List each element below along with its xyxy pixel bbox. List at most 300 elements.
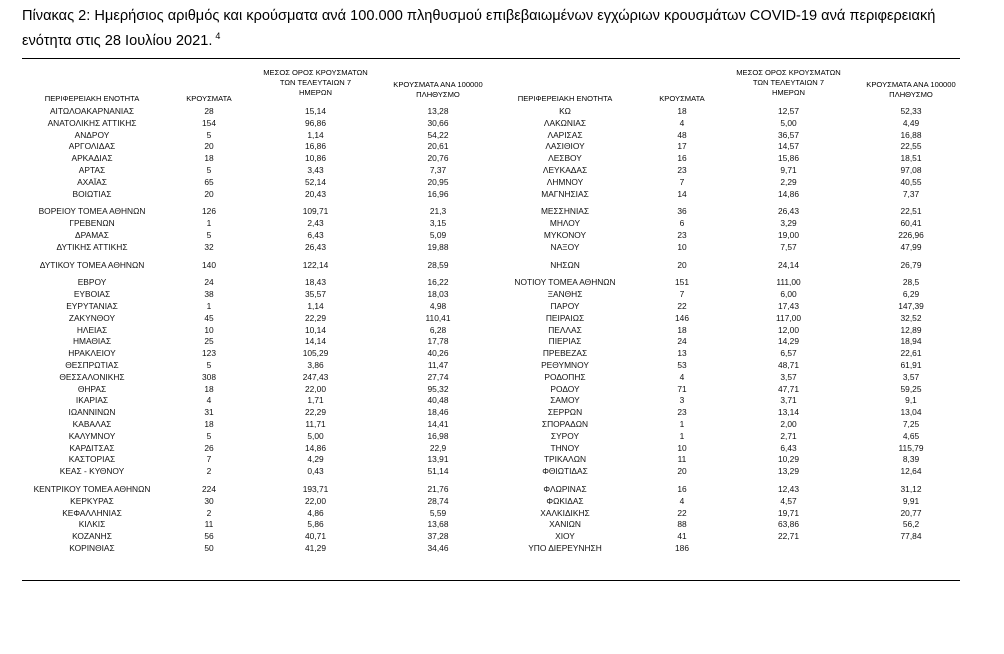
cell-cases: 41 [677, 531, 687, 542]
cell-seven-day-average: 6,57 [780, 348, 797, 359]
cell-cases: 123 [202, 348, 216, 359]
header-avg-line3: ΗΜΕΡΩΝ [771, 88, 806, 97]
cell-seven-day-average: 1,14 [307, 300, 324, 311]
cell-seven-day-average: 47,71 [778, 383, 799, 394]
cell-region-name: ΚΑΡΔΙΤΣΑΣ [69, 442, 115, 453]
header-avg-line1: ΜΕΣΟΣ ΟΡΟΣ ΚΡΟΥΣΜΑΤΩΝ [263, 68, 368, 77]
cell-cases-per-100000: 13,91 [427, 454, 449, 465]
cell-region-name: ΧΑΛΚΙΔΙΚΗΣ [540, 507, 590, 518]
cell-cases-per-100000: 4,98 [429, 300, 447, 311]
cell-cases-per-100000: 28,5 [902, 277, 920, 288]
cell-cases-per-100000: 16,96 [427, 188, 449, 199]
cell-cases: 13 [677, 348, 687, 359]
cell-region-name: ΤΗΝΟΥ [550, 442, 580, 453]
cell-seven-day-average: 11,71 [305, 418, 326, 429]
cell-cases-per-100000: 5,59 [429, 507, 447, 518]
cell-cases: 48 [677, 129, 687, 140]
cell-region-name: ΡΟΔΟΠΗΣ [544, 371, 586, 382]
cell-cases: 20 [677, 259, 687, 270]
cell-seven-day-average: 22,29 [305, 407, 326, 418]
cell-cases: 18 [677, 106, 687, 116]
cell-cases-per-100000: 40,55 [900, 176, 922, 187]
cell-region-name: ΑΡΤΑΣ [78, 164, 106, 175]
cell-seven-day-average: 247,43 [302, 371, 329, 382]
cell-cases: 53 [677, 359, 687, 370]
cell-cases: 10 [677, 241, 687, 252]
cell-cases: 1 [679, 418, 685, 429]
cell-cases-per-100000: 115,79 [898, 442, 924, 453]
cell-cases-per-100000: 5,09 [429, 229, 447, 240]
cell-region-name: ΛΑΡΙΣΑΣ [547, 129, 583, 140]
cell-region-name: ΛΕΥΚΑΔΑΣ [542, 164, 588, 175]
cell-seven-day-average: 15,86 [778, 153, 799, 164]
cell-cases: 20 [204, 188, 214, 199]
cell-region-name: ΦΘΙΩΤΙΔΑΣ [542, 466, 588, 477]
cell-cases: 5 [206, 129, 212, 140]
cell-region-name: ΛΑΣΙΘΙΟΥ [545, 141, 585, 152]
cell-region-name: ΚΙΛΚΙΣ [78, 519, 106, 530]
cell-cases-per-100000: 8,39 [902, 454, 920, 465]
header-cases: ΚΡΟΥΣΜΑΤΑ [186, 94, 232, 103]
cell-region-name: ΛΕΣΒΟΥ [548, 153, 582, 164]
cell-cases-per-100000: 16,22 [427, 277, 449, 288]
cell-seven-day-average: 48,71 [778, 359, 799, 370]
cell-cases: 28 [204, 106, 214, 116]
cell-cases: 16 [677, 483, 687, 494]
cell-seven-day-average: 2,00 [780, 418, 797, 429]
cell-region-name: ΔΥΤΙΚΟΥ ΤΟΜΕΑ ΑΘΗΝΩΝ [39, 259, 145, 270]
cell-cases-per-100000: 16,88 [900, 129, 922, 140]
cell-region-name: ΓΡΕΒΕΝΩΝ [69, 218, 115, 229]
cell-seven-day-average: 96,86 [305, 117, 326, 128]
cell-cases-per-100000: 60,41 [900, 218, 922, 229]
cell-cases: 1 [679, 430, 685, 441]
cell-cases-per-100000: 13,28 [427, 106, 449, 116]
cell-region-name: ΚΟΡΙΝΘΙΑΣ [69, 542, 115, 553]
cell-region-name: ΑΧΑΪΑΣ [77, 176, 107, 187]
cell-cases-per-100000: 20,76 [427, 153, 449, 164]
cell-cases: 23 [677, 164, 687, 175]
cell-cases-per-100000: 40,48 [427, 395, 449, 406]
header-per-line2: ΠΛΗΘΥΣΜΟ [889, 90, 933, 99]
cell-seven-day-average: 13,29 [778, 466, 799, 477]
cell-cases-per-100000: 226,96 [898, 229, 924, 240]
header-avg-line3: ΗΜΕΡΩΝ [298, 88, 333, 97]
cell-cases-per-100000: 3,15 [429, 218, 447, 229]
cell-seven-day-average: 35,57 [305, 289, 326, 300]
cell-seven-day-average: 10,29 [778, 454, 799, 465]
cell-cases: 17 [677, 141, 687, 152]
cell-cases: 11 [677, 454, 687, 465]
cell-seven-day-average: 26,43 [778, 206, 799, 217]
cell-region-name: ΑΝΑΤΟΛΙΚΗΣ ΑΤΤΙΚΗΣ [47, 117, 137, 128]
header-per-line2: ΠΛΗΘΥΣΜΟ [416, 90, 460, 99]
cell-cases: 3 [679, 395, 685, 406]
cell-cases-per-100000: 14,41 [427, 418, 449, 429]
cell-seven-day-average: 63,86 [778, 519, 799, 530]
cell-region-name: ΛΑΚΩΝΙΑΣ [543, 117, 587, 128]
cell-region-name: ΠΕΛΛΑΣ [548, 324, 582, 335]
cell-cases-per-100000: 51,14 [427, 466, 449, 477]
header-per-line1: ΚΡΟΥΣΜΑΤΑ ΑΝΑ 100000 [866, 80, 956, 89]
cell-cases-per-100000: 7,37 [902, 188, 920, 199]
cell-cases: 18 [204, 383, 214, 394]
table-bottom-rule [22, 580, 960, 581]
cell-region-name: ΔΥΤΙΚΗΣ ΑΤΤΙΚΗΣ [56, 241, 128, 252]
cell-region-name: ΔΡΑΜΑΣ [75, 229, 109, 240]
cell-cases-per-100000: 13,04 [900, 407, 922, 418]
cell-cases: 45 [204, 312, 214, 323]
cell-region-name: ΚΑΒΑΛΑΣ [72, 418, 112, 429]
cell-cases-per-100000: 95,32 [427, 383, 449, 394]
cell-seven-day-average: 3,86 [307, 359, 324, 370]
cell-seven-day-average: 14,86 [305, 442, 326, 453]
cell-cases: 22 [677, 507, 687, 518]
cell-region-name: ΕΒΡΟΥ [77, 277, 107, 288]
cell-region-name: ΚΑΛΥΜΝΟΥ [68, 430, 116, 441]
cell-cases: 7 [206, 454, 212, 465]
cell-region-name: ΥΠΟ ΔΙΕΡΕΥΝΗΣΗ [528, 542, 602, 553]
cell-region-name: ΜΑΓΝΗΣΙΑΣ [541, 188, 589, 199]
cell-cases: 18 [204, 153, 214, 164]
header-name: ΠΕΡΙΦΕΡΕΙΑΚΗ ΕΝΟΤΗΤΑ [44, 94, 140, 103]
cell-seven-day-average: 5,86 [307, 519, 324, 530]
cell-cases-per-100000: 54,22 [427, 129, 449, 140]
cell-region-name: ΚΩ [559, 106, 571, 116]
cell-region-name: ΡΟΔΟΥ [550, 383, 580, 394]
cell-region-name: ΠΑΡΟΥ [550, 300, 580, 311]
cell-cases: 4 [679, 495, 685, 506]
cell-seven-day-average: 52,14 [305, 176, 326, 187]
cell-region-name: ΜΥΚΟΝΟΥ [543, 229, 587, 240]
cell-cases-per-100000: 21,3 [429, 206, 447, 217]
cell-cases-per-100000: 27,74 [427, 371, 449, 382]
cell-seven-day-average: 1,14 [307, 129, 324, 140]
cell-seven-day-average: 36,57 [778, 129, 799, 140]
cell-region-name: ΙΚΑΡΙΑΣ [75, 395, 109, 406]
cell-region-name: ΘΕΣΣΑΛΟΝΙΚΗΣ [59, 371, 125, 382]
cell-seven-day-average: 17,43 [778, 300, 799, 311]
cell-seven-day-average: 109,71 [302, 206, 329, 217]
cell-cases-per-100000: 22,55 [900, 141, 922, 152]
cell-seven-day-average: 122,14 [302, 259, 329, 270]
cell-region-name: ΠΡΕΒΕΖΑΣ [542, 348, 588, 359]
cell-region-name: ΧΙΟΥ [555, 531, 575, 542]
cell-cases-per-100000: 4,49 [902, 117, 920, 128]
cell-cases-per-100000: 147,39 [898, 300, 924, 311]
cell-cases-per-100000: 21,76 [427, 483, 449, 494]
table-caption [22, 6, 982, 51]
cell-cases: 18 [677, 324, 687, 335]
cell-region-name: ΗΜΑΘΙΑΣ [72, 336, 112, 347]
cell-region-name: ΗΛΕΙΑΣ [76, 324, 108, 335]
cell-region-name: ΛΗΜΝΟΥ [546, 176, 584, 187]
cell-seven-day-average: 12,00 [778, 324, 799, 335]
cell-cases-per-100000: 16,98 [427, 430, 449, 441]
cell-seven-day-average: 10,14 [305, 324, 326, 335]
cell-seven-day-average: 3,71 [780, 395, 797, 406]
cell-cases-per-100000: 20,95 [427, 176, 449, 187]
cell-cases: 308 [202, 371, 216, 382]
cell-seven-day-average: 9,71 [780, 164, 797, 175]
cell-cases-per-100000: 77,84 [900, 531, 922, 542]
cell-cases-per-100000: 13,68 [427, 519, 449, 530]
cell-seven-day-average: 14,57 [778, 141, 799, 152]
cell-region-name: ΠΙΕΡΙΑΣ [548, 336, 582, 347]
cell-region-name: ΦΛΩΡΙΝΑΣ [543, 483, 587, 494]
cell-region-name: ΑΡΓΟΛΙΔΑΣ [68, 141, 116, 152]
cell-seven-day-average: 111,00 [776, 277, 801, 288]
cell-cases: 10 [204, 324, 214, 335]
cell-cases-per-100000: 18,51 [900, 153, 922, 164]
cell-region-name: ΣΕΡΡΩΝ [547, 407, 583, 418]
cell-cases: 22 [677, 300, 687, 311]
cell-region-name: ΑΙΤΩΛΟΑΚΑΡΝΑΝΙΑΣ [49, 106, 135, 116]
cell-cases-per-100000: 32,52 [900, 312, 922, 323]
cell-cases-per-100000: 28,74 [427, 495, 449, 506]
cell-seven-day-average: 10,86 [305, 153, 326, 164]
cell-cases-per-100000: 18,03 [427, 289, 449, 300]
caption-text: Πίνακας 2: Ημερήσιος αριθμός και κρούσματα ανά 100.000 πληθυσμού επιβεβαιωμένων εγχώριων κρουσμάτων COVID-19 ανά περιφερειακή ενότητα στις 28 Ιουλίου 2021. [22, 8, 936, 49]
cell-region-name: ΣΑΜΟΥ [550, 395, 580, 406]
cell-cases: 10 [677, 442, 687, 453]
cell-cases-per-100000: 3,57 [902, 371, 920, 382]
cell-cases-per-100000: 7,25 [902, 418, 920, 429]
cell-seven-day-average: 14,86 [778, 188, 799, 199]
cell-seven-day-average: 19,00 [778, 229, 799, 240]
cell-cases-per-100000: 7,37 [429, 164, 447, 175]
cell-cases-per-100000: 61,91 [900, 359, 922, 370]
cell-seven-day-average: 13,14 [778, 407, 799, 418]
cell-cases: 32 [204, 241, 214, 252]
cell-seven-day-average: 2,43 [307, 218, 324, 229]
cell-region-name: ΚΕΡΚΥΡΑΣ [70, 495, 114, 506]
cell-cases: 56 [204, 531, 214, 542]
cell-cases-per-100000: 30,66 [427, 117, 449, 128]
cell-cases: 186 [675, 542, 689, 553]
cell-cases-per-100000: 9,1 [905, 395, 917, 406]
cell-seven-day-average: 24,14 [778, 259, 799, 270]
cell-cases-per-100000: 6,28 [429, 324, 447, 335]
cell-region-name: ΜΕΣΣΗΝΙΑΣ [540, 206, 590, 217]
cell-seven-day-average: 16,86 [305, 141, 326, 152]
cell-cases: 24 [204, 277, 214, 288]
cell-region-name: ΒΟΙΩΤΙΑΣ [72, 188, 112, 199]
cell-seven-day-average: 12,43 [778, 483, 799, 494]
cell-region-name: ΙΩΑΝΝΙΝΩΝ [68, 407, 116, 418]
cell-cases-per-100000: 18,46 [427, 407, 449, 418]
cell-cases-per-100000: 26,79 [900, 259, 922, 270]
cell-seven-day-average: 6,43 [780, 442, 797, 453]
header-avg-line2: ΤΩΝ ΤΕΛΕΥΤΑΙΩΝ 7 [752, 78, 825, 87]
cell-region-name: ΘΕΣΠΡΩΤΙΑΣ [65, 359, 119, 370]
cell-cases: 4 [679, 371, 685, 382]
cell-cases: 20 [204, 141, 214, 152]
cell-cases: 7 [679, 289, 685, 300]
cell-seven-day-average: 40,71 [305, 531, 326, 542]
cell-region-name: ΑΡΚΑΔΙΑΣ [71, 153, 113, 164]
cell-region-name: ΖΑΚΥΝΘΟΥ [68, 312, 116, 323]
cell-cases-per-100000: 110,41 [425, 312, 451, 323]
cell-region-name: ΝΑΞΟΥ [550, 241, 580, 252]
cell-cases: 65 [204, 176, 214, 187]
cell-seven-day-average: 2,71 [780, 430, 797, 441]
cell-cases: 16 [677, 153, 687, 164]
cell-region-name: ΒΟΡΕΙΟΥ ΤΟΜΕΑ ΑΘΗΝΩΝ [38, 206, 146, 217]
cell-cases-per-100000: 40,26 [427, 348, 449, 359]
cell-region-name: ΕΥΒΟΙΑΣ [73, 289, 111, 300]
cell-seven-day-average: 105,29 [302, 348, 329, 359]
cell-seven-day-average: 22,29 [305, 312, 326, 323]
cell-cases: 71 [677, 383, 687, 394]
cell-seven-day-average: 2,29 [780, 176, 797, 187]
cell-cases: 38 [204, 289, 214, 300]
cell-seven-day-average: 20,43 [305, 188, 326, 199]
cell-region-name: ΚΕΑΣ - ΚΥΘΝΟΥ [59, 466, 125, 477]
cell-cases-per-100000: 31,12 [900, 483, 922, 494]
cell-seven-day-average: 3,57 [780, 371, 797, 382]
cell-seven-day-average: 3,29 [780, 218, 797, 229]
cell-region-name: ΚΕΝΤΡΙΚΟΥ ΤΟΜΕΑ ΑΘΗΝΩΝ [33, 483, 151, 494]
cell-cases: 4 [679, 117, 685, 128]
cell-cases: 1 [206, 218, 212, 229]
cell-cases: 24 [677, 336, 687, 347]
cell-cases: 14 [677, 188, 687, 199]
cell-cases: 4 [206, 395, 212, 406]
header-avg-line1: ΜΕΣΟΣ ΟΡΟΣ ΚΡΟΥΣΜΑΤΩΝ [736, 68, 841, 77]
cell-region-name: ΘΗΡΑΣ [77, 383, 107, 394]
cell-cases-per-100000: 34,46 [427, 542, 449, 553]
cell-cases: 5 [206, 164, 212, 175]
cell-seven-day-average: 22,71 [778, 531, 799, 542]
cell-region-name: ΚΑΣΤΟΡΙΑΣ [68, 454, 116, 465]
header-avg-line2: ΤΩΝ ΤΕΛΕΥΤΑΙΩΝ 7 [279, 78, 352, 87]
cell-cases: 140 [202, 259, 216, 270]
cell-region-name: ΝΟΤΙΟΥ ΤΟΜΕΑ ΑΘΗΝΩΝ [514, 277, 616, 288]
cell-cases: 1 [206, 300, 212, 311]
cell-region-name: ΑΝΔΡΟΥ [74, 129, 110, 140]
cell-cases: 7 [679, 176, 685, 187]
cell-cases-per-100000: 6,29 [902, 289, 920, 300]
table-top-rule [22, 58, 960, 59]
caption-footnote: 4 [215, 31, 221, 41]
cell-seven-day-average: 22,00 [305, 495, 326, 506]
cell-cases-per-100000: 37,28 [427, 531, 449, 542]
cell-cases-per-100000: 28,59 [427, 259, 449, 270]
cell-region-name: ΞΑΝΘΗΣ [547, 289, 583, 300]
header-name: ΠΕΡΙΦΕΡΕΙΑΚΗ ΕΝΟΤΗΤΑ [517, 94, 613, 103]
cell-region-name: ΝΗΣΩΝ [550, 259, 580, 270]
cell-cases: 2 [206, 466, 212, 477]
cell-cases: 6 [679, 218, 685, 229]
cell-cases-per-100000: 20,77 [900, 507, 922, 518]
cell-region-name: ΣΥΡΟΥ [550, 430, 580, 441]
cell-cases-per-100000: 47,99 [900, 241, 922, 252]
cell-seven-day-average: 6,00 [780, 289, 797, 300]
cell-cases-per-100000: 56,2 [902, 519, 920, 530]
cell-cases: 5 [206, 359, 212, 370]
cell-seven-day-average: 14,29 [778, 336, 799, 347]
cell-cases: 26 [204, 442, 214, 453]
cell-cases-per-100000: 9,91 [902, 495, 920, 506]
cell-cases: 23 [677, 407, 687, 418]
cell-cases-per-100000: 19,88 [427, 241, 449, 252]
cell-cases-per-100000: 52,33 [900, 106, 922, 116]
cell-cases: 36 [677, 206, 687, 217]
cell-region-name: ΚΟΖΑΝΗΣ [72, 531, 112, 542]
cell-region-name: ΦΩΚΙΔΑΣ [546, 495, 584, 506]
cell-cases: 2 [206, 507, 212, 518]
cell-region-name: ΚΕΦΑΛΛΗΝΙΑΣ [62, 507, 122, 518]
cell-cases: 154 [202, 117, 216, 128]
cell-seven-day-average: 14,14 [305, 336, 326, 347]
cell-cases: 5 [206, 229, 212, 240]
cell-cases: 23 [677, 229, 687, 240]
cell-cases-per-100000: 97,08 [900, 164, 922, 175]
cell-cases-per-100000: 11,47 [427, 359, 449, 370]
cell-seven-day-average: 117,00 [776, 312, 801, 323]
cell-seven-day-average: 4,57 [780, 495, 797, 506]
cell-cases: 146 [675, 312, 689, 323]
cell-cases: 20 [677, 466, 687, 477]
cell-cases: 18 [204, 418, 214, 429]
cell-seven-day-average: 41,29 [305, 542, 326, 553]
cell-seven-day-average: 3,43 [307, 164, 324, 175]
cell-cases-per-100000: 22,61 [900, 348, 922, 359]
cell-cases-per-100000: 59,25 [900, 383, 922, 394]
cell-cases-per-100000: 12,64 [900, 466, 922, 477]
header-cases: ΚΡΟΥΣΜΑΤΑ [659, 94, 705, 103]
cell-cases: 88 [677, 519, 687, 530]
cell-cases: 30 [204, 495, 214, 506]
cell-cases-per-100000: 17,78 [427, 336, 449, 347]
cell-cases: 31 [204, 407, 214, 418]
cell-seven-day-average: 0,43 [307, 466, 324, 477]
cell-seven-day-average: 193,71 [302, 483, 329, 494]
cell-cases-per-100000: 22,9 [429, 442, 447, 453]
cell-region-name: ΕΥΡΥΤΑΝΙΑΣ [66, 300, 118, 311]
cell-seven-day-average: 7,57 [780, 241, 797, 252]
cell-region-name: ΠΕΙΡΑΙΩΣ [545, 312, 585, 323]
cell-seven-day-average: 4,29 [307, 454, 324, 465]
cell-region-name: ΧΑΝΙΩΝ [549, 519, 581, 530]
cell-cases-per-100000: 4,65 [902, 430, 920, 441]
cell-seven-day-average: 22,00 [305, 383, 326, 394]
cell-cases-per-100000: 18,94 [900, 336, 922, 347]
cell-cases: 224 [202, 483, 216, 494]
cell-region-name: ΡΕΘΥΜΝΟΥ [541, 359, 589, 370]
cell-seven-day-average: 12,57 [778, 106, 799, 116]
cell-seven-day-average: 6,43 [307, 229, 324, 240]
cell-seven-day-average: 5,00 [780, 117, 797, 128]
cell-cases: 151 [675, 277, 689, 288]
cell-cases: 5 [206, 430, 212, 441]
cell-region-name: ΜΗΛΟΥ [549, 218, 581, 229]
cell-region-name: ΤΡΙΚΑΛΩΝ [543, 454, 587, 465]
cell-cases: 25 [204, 336, 214, 347]
cell-cases: 126 [202, 206, 216, 217]
cell-seven-day-average: 1,71 [307, 395, 324, 406]
cell-cases: 11 [204, 519, 214, 530]
cell-region-name: ΣΠΟΡΑΔΩΝ [541, 418, 589, 429]
header-per-line1: ΚΡΟΥΣΜΑΤΑ ΑΝΑ 100000 [393, 80, 483, 89]
cell-seven-day-average: 19,71 [778, 507, 799, 518]
cell-region-name: ΗΡΑΚΛΕΙΟΥ [68, 348, 116, 359]
cell-cases-per-100000: 12,89 [900, 324, 922, 335]
cell-seven-day-average: 4,86 [307, 507, 324, 518]
cell-cases-per-100000: 20,61 [427, 141, 449, 152]
cell-cases: 50 [204, 542, 214, 553]
